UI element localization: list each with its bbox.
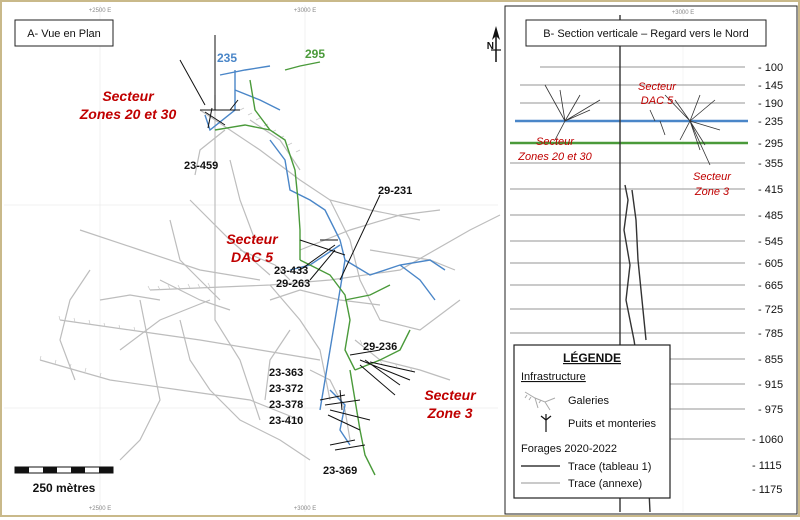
plan-view — [4, 5, 500, 512]
sector-dac5-line1: Secteur — [226, 231, 278, 247]
legend-trace1: Trace (tableau 1) — [568, 461, 652, 473]
legend-trace2: Trace (annexe) — [568, 478, 643, 490]
legend-puits: Puits et monteries — [568, 418, 657, 430]
legend-infra-header: Infrastructure — [521, 371, 586, 383]
level-915: - 915 — [758, 379, 784, 391]
level-145: - 145 — [758, 80, 784, 92]
level-label-235: 235 — [216, 51, 238, 65]
drill-label-23-378: 23-378 — [269, 399, 304, 411]
drill-label-23-372: 23-372 — [269, 383, 304, 395]
section-sector-zones-line2: Zones 20 et 30 — [518, 151, 592, 163]
level-1175: - 1175 — [752, 484, 783, 496]
sector-zone3-line2: Zone 3 — [427, 405, 473, 421]
level-1115: - 1115 — [752, 460, 782, 472]
level-295: - 295 — [758, 138, 784, 150]
drill-label-23-433: 23-433 — [274, 265, 309, 277]
level-1060: - 1060 — [752, 434, 784, 446]
section-title: B- Section verticale – Regard vers le Nord — [543, 28, 749, 40]
green-level-295 — [215, 62, 413, 475]
drill-label-23-369: 23-369 — [323, 465, 358, 477]
drill-label-29-236: 29-236 — [363, 341, 398, 353]
drill-label-23-410: 23-410 — [269, 415, 304, 427]
section-sector-dac5-line1: Secteur — [638, 81, 676, 93]
coord-top-1: +2500 E — [88, 8, 112, 14]
legend — [514, 345, 670, 498]
level-545: - 545 — [758, 236, 784, 248]
level-785: - 785 — [758, 328, 784, 340]
sector-zone3-line1: Secteur — [424, 387, 476, 403]
sector-zones-20-30-line2: Zones 20 et 30 — [79, 106, 177, 122]
section-sector-zones-line1: Secteur — [536, 136, 574, 148]
plan-title-box — [15, 20, 113, 46]
north-arrow — [487, 26, 501, 62]
legend-title: LÉGENDE — [562, 351, 622, 365]
coord-bottom-1: +2500 E — [88, 506, 112, 512]
coord-top-2: +3000 E — [293, 8, 317, 14]
section-title-box — [526, 20, 766, 46]
section-sector-zone3-line2: Zone 3 — [694, 186, 730, 198]
legend-galeries: Galeries — [568, 395, 609, 407]
level-975: - 975 — [758, 404, 784, 416]
level-485: - 485 — [758, 210, 784, 222]
section-sector-dac5-line2: DAC 5 — [640, 95, 674, 107]
level-665: - 665 — [758, 280, 784, 292]
level-label-295: 295 — [304, 47, 326, 61]
level-725: - 725 — [758, 304, 784, 316]
sector-zones-20-30-line1: Secteur — [102, 88, 154, 104]
level-190: - 190 — [758, 98, 784, 110]
drill-label-29-231: 29-231 — [378, 185, 413, 197]
level-235: - 235 — [758, 116, 784, 128]
north-label: N — [486, 41, 494, 52]
level-855: - 855 — [758, 354, 784, 366]
figure-svg — [2, 2, 798, 515]
coord-bottom-2: +3000 E — [293, 506, 317, 512]
section-sector-zone3-line1: Secteur — [693, 171, 731, 183]
level-605: - 605 — [758, 258, 784, 270]
plan-title: A- Vue en Plan — [27, 28, 101, 40]
level-100: - 100 — [758, 62, 784, 74]
level-355: - 355 — [758, 158, 784, 170]
scale-bar — [15, 467, 113, 495]
sector-dac5-line2: DAC 5 — [230, 249, 274, 265]
level-415: - 415 — [758, 184, 784, 196]
section-coord-top: +3000 E — [671, 10, 695, 16]
drill-label-29-263: 29-263 — [276, 278, 311, 290]
scale-bar-label: 250 mètres — [32, 481, 96, 495]
drill-label-23-363: 23-363 — [269, 367, 304, 379]
drill-label-23-459: 23-459 — [184, 160, 219, 172]
legend-forages-header: Forages 2020-2022 — [521, 443, 618, 455]
